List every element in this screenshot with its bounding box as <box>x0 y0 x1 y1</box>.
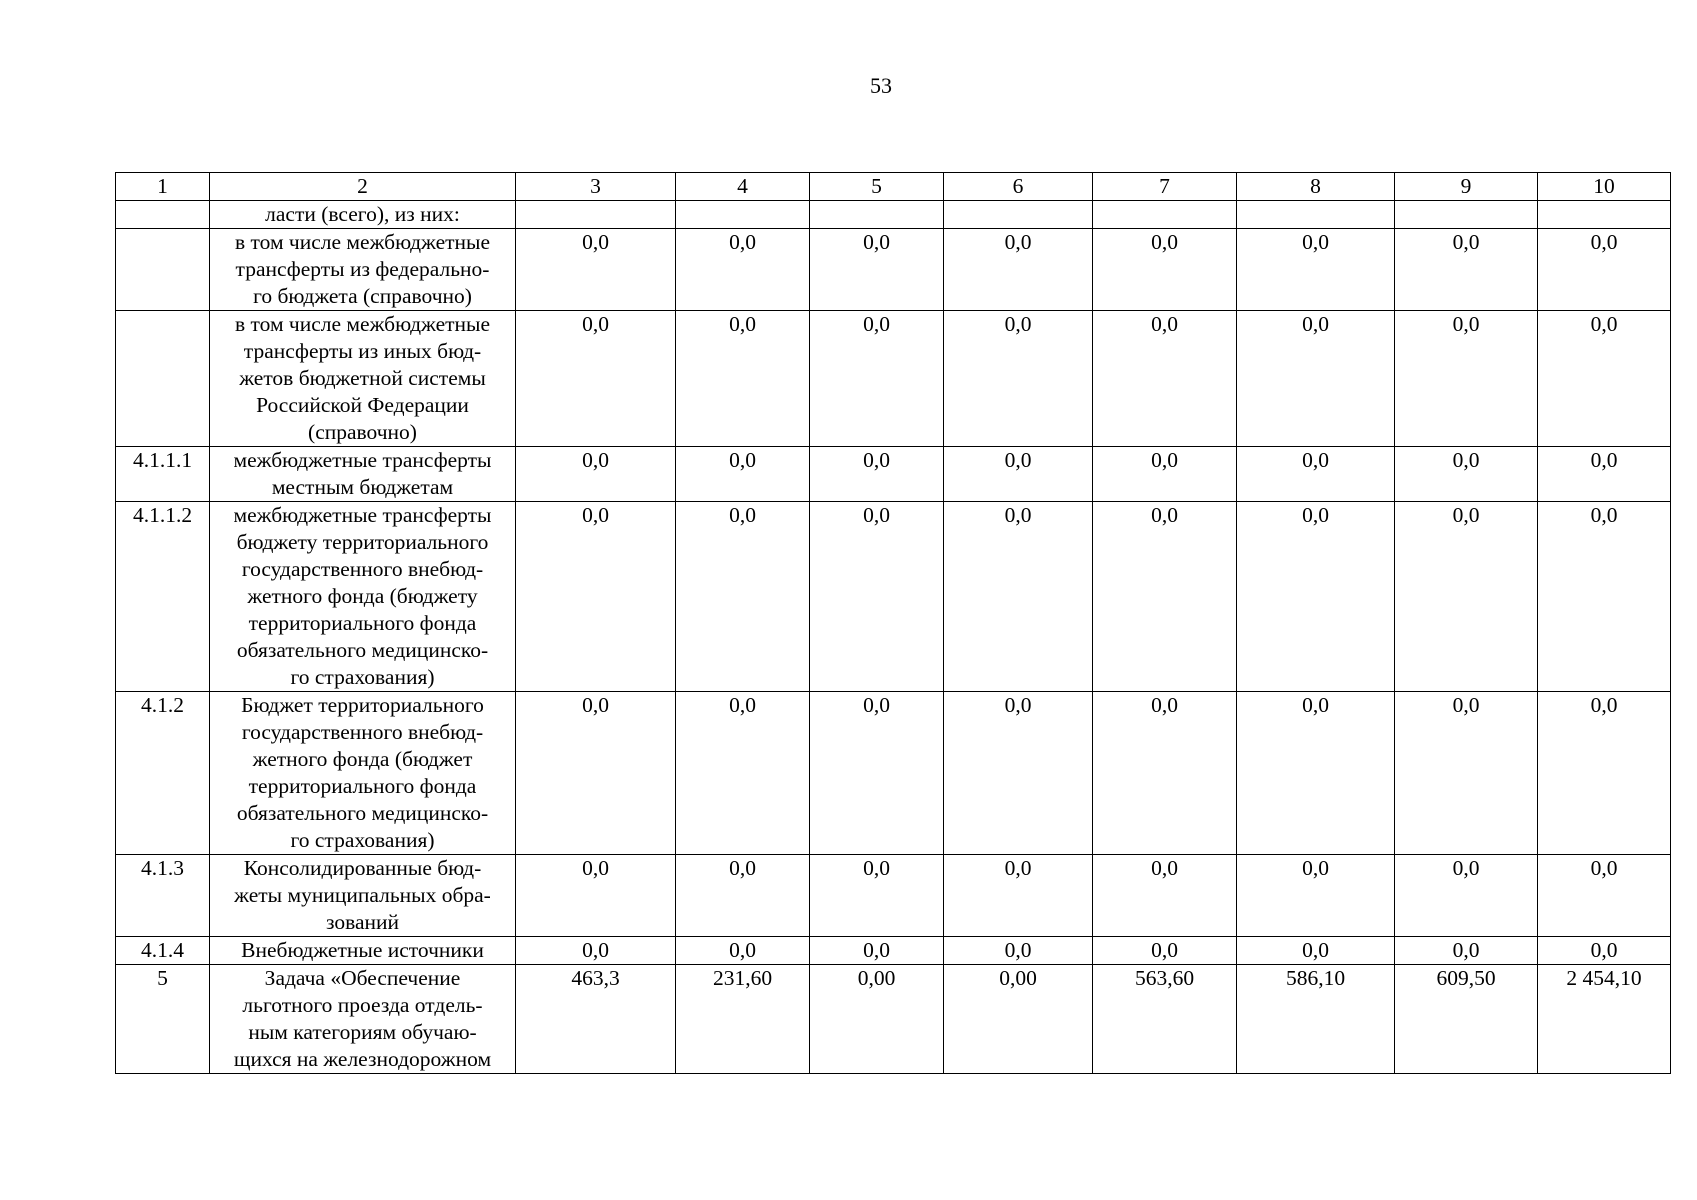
value-cell-col-6: 0,00 <box>944 965 1093 1074</box>
column-number-1: 1 <box>116 173 210 201</box>
row-name-cell <box>210 229 516 311</box>
row-name-cell <box>210 502 516 692</box>
value-cell-col-5: 0,0 <box>810 692 944 855</box>
table-row <box>116 311 1671 447</box>
row-name-line: ласти (всего), из них: <box>265 202 460 226</box>
value-cell-col-5: 0,0 <box>810 311 944 447</box>
value-cell-col-7: 0,0 <box>1093 311 1237 447</box>
row-number-cell <box>116 229 210 311</box>
row-name-line: жетного фонда (бюджет <box>252 747 473 771</box>
value-cell-col-4: 0,0 <box>676 229 810 311</box>
column-number-9: 9 <box>1395 173 1538 201</box>
row-number-cell: 4.1.2 <box>116 692 210 855</box>
value-cell-col-9: 0,0 <box>1395 692 1538 855</box>
row-name-line: зований <box>325 910 400 934</box>
row-name-line: в том числе межбюджетные <box>234 312 491 336</box>
row-number-cell <box>116 201 210 229</box>
table-row <box>116 447 1671 502</box>
value-cell-col-10: 0,0 <box>1538 502 1671 692</box>
value-cell-col-3: 0,0 <box>516 229 676 311</box>
budget-table <box>115 172 1671 1074</box>
column-number-2: 2 <box>210 173 516 201</box>
column-number-6: 6 <box>944 173 1093 201</box>
value-cell-col-3: 0,0 <box>516 311 676 447</box>
value-cell-col-4: 0,0 <box>676 937 810 965</box>
row-name-line: го страхования) <box>290 665 435 689</box>
value-cell-col-8: 0,0 <box>1237 229 1395 311</box>
value-cell-col-6: 0,0 <box>944 692 1093 855</box>
row-name-line: Внебюджетные источники <box>241 938 484 962</box>
row-name-line: (справочно) <box>308 420 417 444</box>
table-row <box>116 229 1671 311</box>
value-cell-col-4: 0,0 <box>676 311 810 447</box>
value-cell-col-8: 586,10 <box>1237 965 1395 1074</box>
value-cell-col-10: 2 454,10 <box>1538 965 1671 1074</box>
value-cell-col-3: 0,0 <box>516 937 676 965</box>
value-cell-col-3: 0,0 <box>516 447 676 502</box>
row-number-cell: 5 <box>116 965 210 1074</box>
value-cell-col-3: 463,3 <box>516 965 676 1074</box>
row-name-cell <box>210 965 516 1074</box>
column-number-row <box>116 173 1671 201</box>
value-cell-col-8: 0,0 <box>1237 311 1395 447</box>
value-cell-col-6: 0,0 <box>944 502 1093 692</box>
row-name-line: ным категориям обучаю- <box>248 1020 477 1044</box>
value-cell-col-9: 0,0 <box>1395 502 1538 692</box>
row-number-cell: 4.1.3 <box>116 855 210 937</box>
value-cell-col-7 <box>1093 201 1237 229</box>
column-number-7: 7 <box>1093 173 1237 201</box>
table-row <box>116 937 1671 965</box>
value-cell-col-10 <box>1538 201 1671 229</box>
row-name-cell <box>210 692 516 855</box>
value-cell-col-4: 0,0 <box>676 692 810 855</box>
table-body <box>116 173 1671 1074</box>
row-name-cell <box>210 201 516 229</box>
row-name-line: межбюджетные трансферты <box>233 448 492 472</box>
value-cell-col-7: 0,0 <box>1093 447 1237 502</box>
row-name-line: Консолидированные бюд- <box>243 856 482 880</box>
value-cell-col-10: 0,0 <box>1538 311 1671 447</box>
row-number-cell <box>116 311 210 447</box>
value-cell-col-6 <box>944 201 1093 229</box>
value-cell-col-10: 0,0 <box>1538 937 1671 965</box>
row-number-cell: 4.1.4 <box>116 937 210 965</box>
value-cell-col-10: 0,0 <box>1538 692 1671 855</box>
value-cell-col-4: 231,60 <box>676 965 810 1074</box>
table-row <box>116 855 1671 937</box>
row-name-line: Задача «Обеспечение <box>264 966 461 990</box>
value-cell-col-4: 0,0 <box>676 502 810 692</box>
value-cell-col-9 <box>1395 201 1538 229</box>
column-number-10: 10 <box>1538 173 1671 201</box>
value-cell-col-6: 0,0 <box>944 937 1093 965</box>
value-cell-col-3: 0,0 <box>516 692 676 855</box>
column-number-4: 4 <box>676 173 810 201</box>
row-name-line: обязательного медицинско- <box>236 801 489 825</box>
row-name-cell <box>210 311 516 447</box>
value-cell-col-7: 0,0 <box>1093 502 1237 692</box>
table-row <box>116 201 1671 229</box>
value-cell-col-7: 563,60 <box>1093 965 1237 1074</box>
table-row <box>116 965 1671 1074</box>
row-name-cell <box>210 447 516 502</box>
value-cell-col-8: 0,0 <box>1237 855 1395 937</box>
value-cell-col-9: 609,50 <box>1395 965 1538 1074</box>
value-cell-col-6: 0,0 <box>944 229 1093 311</box>
row-name-line: в том числе межбюджетные <box>234 230 491 254</box>
table-row <box>116 502 1671 692</box>
row-number-cell: 4.1.1.1 <box>116 447 210 502</box>
column-number-8: 8 <box>1237 173 1395 201</box>
value-cell-col-4: 0,0 <box>676 855 810 937</box>
table-row <box>116 692 1671 855</box>
row-name-line: обязательного медицинско- <box>236 638 489 662</box>
value-cell-col-10: 0,0 <box>1538 447 1671 502</box>
value-cell-col-5 <box>810 201 944 229</box>
value-cell-col-3: 0,0 <box>516 502 676 692</box>
value-cell-col-5: 0,0 <box>810 502 944 692</box>
row-name-line: го страхования) <box>290 828 435 852</box>
row-name-line: жетов бюджетной системы <box>239 366 486 390</box>
value-cell-col-10: 0,0 <box>1538 855 1671 937</box>
value-cell-col-4: 0,0 <box>676 447 810 502</box>
value-cell-col-8: 0,0 <box>1237 502 1395 692</box>
value-cell-col-7: 0,0 <box>1093 855 1237 937</box>
value-cell-col-5: 0,0 <box>810 855 944 937</box>
row-name-line: государственного внебюд- <box>241 557 484 581</box>
value-cell-col-6: 0,0 <box>944 447 1093 502</box>
value-cell-col-8: 0,0 <box>1237 937 1395 965</box>
value-cell-col-9: 0,0 <box>1395 311 1538 447</box>
row-name-cell <box>210 937 516 965</box>
value-cell-col-9: 0,0 <box>1395 229 1538 311</box>
row-name-line: территориального фонда <box>248 611 477 635</box>
row-name-line: межбюджетные трансферты <box>233 503 492 527</box>
row-name-line: щихся на железнодорожном <box>233 1047 492 1071</box>
value-cell-col-9: 0,0 <box>1395 855 1538 937</box>
value-cell-col-5: 0,0 <box>810 447 944 502</box>
value-cell-col-10: 0,0 <box>1538 229 1671 311</box>
value-cell-col-3 <box>516 201 676 229</box>
value-cell-col-7: 0,0 <box>1093 229 1237 311</box>
row-name-line: местным бюджетам <box>271 475 454 499</box>
value-cell-col-5: 0,00 <box>810 965 944 1074</box>
value-cell-col-5: 0,0 <box>810 937 944 965</box>
value-cell-col-6: 0,0 <box>944 311 1093 447</box>
row-name-line: трансферты из иных бюд- <box>243 339 482 363</box>
row-name-cell <box>210 855 516 937</box>
row-name-line: бюджету территориального <box>236 530 489 554</box>
row-name-line: жеты муниципальных обра- <box>234 883 491 907</box>
row-name-line: льготного проезда отдель- <box>242 993 483 1017</box>
value-cell-col-7: 0,0 <box>1093 692 1237 855</box>
value-cell-col-9: 0,0 <box>1395 447 1538 502</box>
row-name-line: территориального фонда <box>248 774 477 798</box>
column-number-3: 3 <box>516 173 676 201</box>
value-cell-col-4 <box>676 201 810 229</box>
row-name-line: государственного внебюд- <box>241 720 484 744</box>
row-name-line: Бюджет территориального <box>241 693 484 717</box>
row-name-line: го бюджета (справочно) <box>253 284 472 308</box>
value-cell-col-8 <box>1237 201 1395 229</box>
column-number-5: 5 <box>810 173 944 201</box>
page-number: 53 <box>870 73 892 98</box>
row-name-line: Российской Федерации <box>256 393 469 417</box>
row-name-line: трансферты из федерально- <box>235 257 490 281</box>
row-number-cell: 4.1.1.2 <box>116 502 210 692</box>
row-name-line: жетного фонда (бюджету <box>247 584 478 608</box>
value-cell-col-6: 0,0 <box>944 855 1093 937</box>
value-cell-col-5: 0,0 <box>810 229 944 311</box>
value-cell-col-7: 0,0 <box>1093 937 1237 965</box>
value-cell-col-9: 0,0 <box>1395 937 1538 965</box>
value-cell-col-8: 0,0 <box>1237 692 1395 855</box>
value-cell-col-3: 0,0 <box>516 855 676 937</box>
value-cell-col-8: 0,0 <box>1237 447 1395 502</box>
